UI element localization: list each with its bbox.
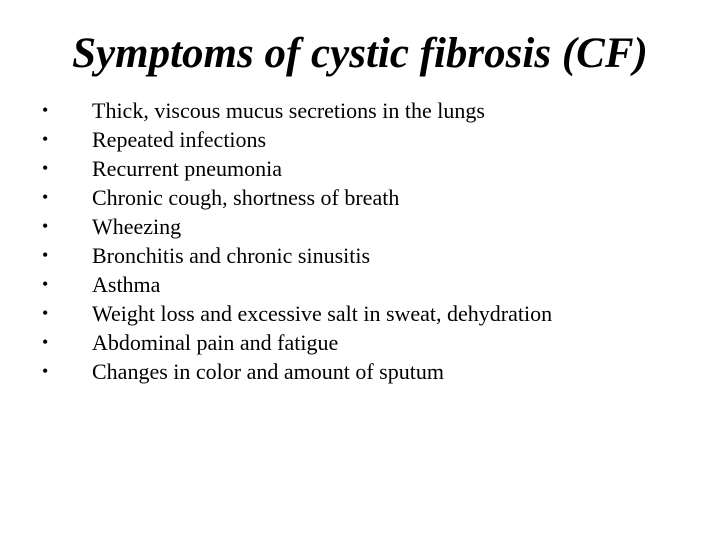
bullet-icon: • — [42, 332, 49, 352]
list-item — [0, 154, 720, 183]
list-item — [0, 328, 720, 357]
list-item — [0, 96, 720, 125]
bullet-icon: • — [42, 158, 49, 178]
bullet-icon: • — [42, 274, 49, 294]
list-item-text: Abdominal pain and fatigue — [92, 330, 339, 355]
list-item — [0, 357, 720, 386]
list-item — [0, 270, 720, 299]
bullet-icon: • — [42, 303, 49, 323]
list-item-text: Wheezing — [92, 214, 182, 239]
list-item — [0, 241, 720, 270]
list-item-text: Chronic cough, shortness of breath — [92, 185, 400, 210]
list-item-text: Recurrent pneumonia — [92, 156, 282, 181]
slide-title: Symptoms of cystic fibrosis (CF) — [72, 30, 648, 77]
list-item-text: Weight loss and excessive salt in sweat, dehydration — [92, 301, 553, 326]
list-item — [0, 299, 720, 328]
list-item — [0, 212, 720, 241]
list-item — [0, 183, 720, 212]
bullet-icon: • — [42, 187, 49, 207]
bullet-icon: • — [42, 245, 49, 265]
bullet-icon: • — [42, 361, 49, 381]
bullet-icon: • — [42, 216, 49, 236]
list-item — [0, 125, 720, 154]
list-item-text: Changes in color and amount of sputum — [92, 359, 444, 384]
list-item-text: Repeated infections — [92, 127, 267, 152]
bullet-icon: • — [42, 129, 49, 149]
bullet-icon: • — [42, 100, 49, 120]
list-item-text: Bronchitis and chronic sinusitis — [92, 243, 371, 268]
list-item-text: Thick, viscous mucus secretions in the lungs — [92, 98, 485, 123]
list-item-text: Asthma — [92, 272, 161, 297]
symptom-list — [0, 96, 720, 386]
